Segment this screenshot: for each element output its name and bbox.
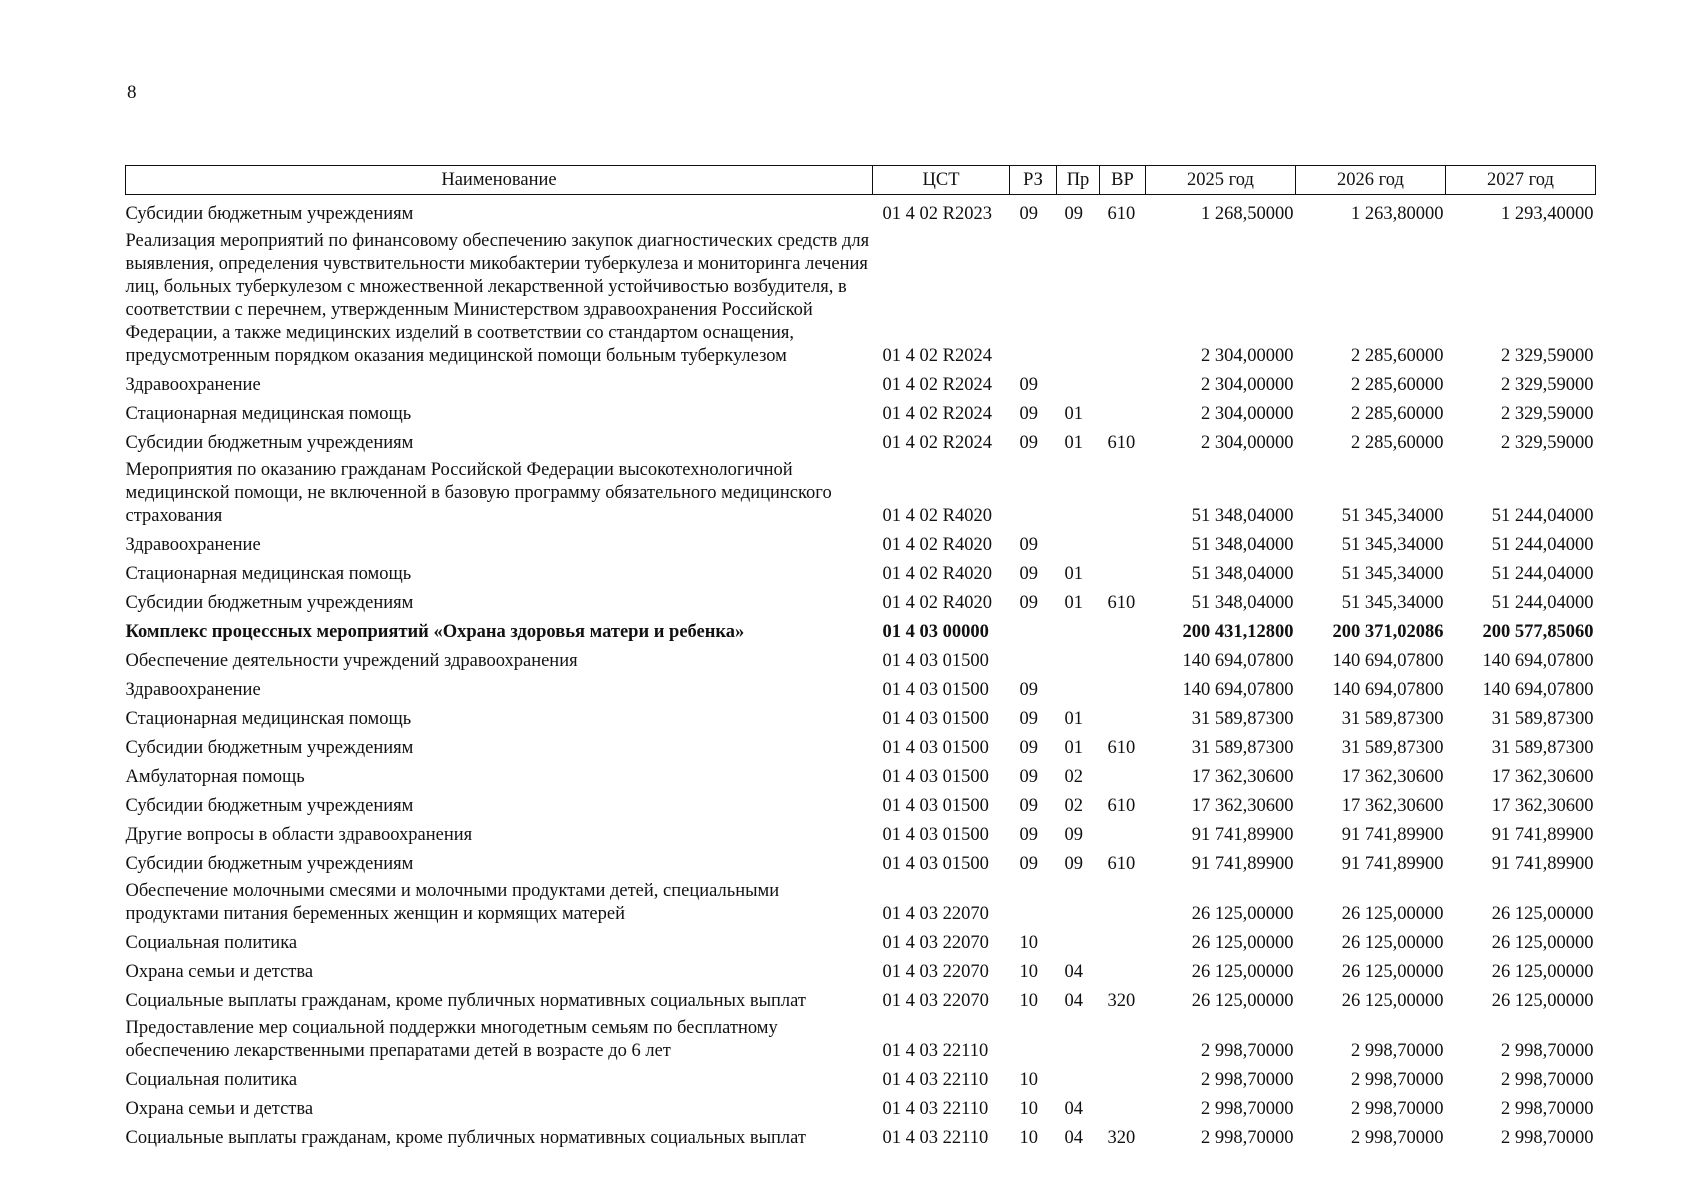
table-row [126, 646, 1596, 675]
cell-rz: 09 [1019, 404, 1038, 424]
cell-2027: 2 998,70000 [1501, 1070, 1594, 1090]
cell-2026: 91 741,89900 [1341, 825, 1444, 845]
cell-cst: 01 4 03 01500 [882, 796, 989, 816]
cell-vr [1100, 928, 1146, 957]
cell-cst: 01 4 03 22110 [882, 1070, 989, 1090]
cell-2026: 2 285,60000 [1351, 404, 1444, 424]
cell-rz: 10 [1019, 1099, 1038, 1119]
cell-2027: 17 362,30600 [1491, 796, 1594, 816]
cell-vr [1100, 559, 1146, 588]
cell-cst: 01 4 03 22070 [882, 991, 989, 1011]
cell-vr: 320 [1107, 1128, 1136, 1148]
cell-pr [1057, 646, 1100, 675]
cell-pr [1057, 1065, 1100, 1094]
table-row [126, 762, 1596, 791]
cell-cst: 01 4 02 R4020 [882, 506, 992, 526]
cell-cst: 01 4 02 R4020 [882, 593, 992, 613]
cell-2027: 2 329,59000 [1501, 404, 1594, 424]
cell-vr: 610 [1107, 854, 1136, 874]
cell-cst: 01 4 03 22110 [882, 1128, 989, 1148]
cell-2026: 26 125,00000 [1341, 933, 1444, 953]
cell-rz: 09 [1019, 433, 1038, 453]
cell-vr: 610 [1107, 796, 1136, 816]
cell-2027: 200 577,85060 [1482, 622, 1594, 642]
cell-pr: 09 [1064, 204, 1083, 224]
cell-2027: 140 694,07800 [1482, 651, 1594, 671]
table-row [126, 820, 1596, 849]
cell-2025: 140 694,07800 [1182, 651, 1294, 671]
cell-2027: 91 741,89900 [1491, 825, 1594, 845]
cell-2025: 26 125,00000 [1191, 991, 1294, 1011]
cell-pr [1057, 228, 1100, 370]
cell-2026: 2 998,70000 [1351, 1070, 1444, 1090]
cell-2026: 140 694,07800 [1332, 680, 1444, 700]
cell-vr [1100, 457, 1146, 530]
cell-name: Стационарная медицинская помощь [125, 709, 412, 729]
cell-rz: 09 [1019, 680, 1038, 700]
cell-rz: 10 [1019, 962, 1038, 982]
cell-rz: 09 [1019, 825, 1038, 845]
cell-pr: 04 [1064, 991, 1083, 1011]
cell-2025: 2 998,70000 [1201, 1128, 1294, 1148]
cell-pr [1057, 457, 1100, 530]
cell-pr [1057, 530, 1100, 559]
cell-2025: 31 589,87300 [1191, 738, 1294, 758]
cell-name: Субсидии бюджетным учреждениям [125, 593, 414, 613]
cell-cst: 01 4 03 22070 [882, 962, 989, 982]
cell-2027: 1 293,40000 [1501, 204, 1594, 224]
cell-rz: 10 [1019, 1070, 1038, 1090]
cell-2025: 31 589,87300 [1191, 709, 1294, 729]
cell-rz: 09 [1019, 709, 1038, 729]
cell-pr [1057, 370, 1100, 399]
header-row [126, 166, 1596, 195]
cell-rz: 10 [1019, 1128, 1038, 1148]
cell-vr [1100, 530, 1146, 559]
cell-2026: 2 998,70000 [1351, 1128, 1444, 1148]
cell-pr: 01 [1064, 404, 1083, 424]
cell-name: Здравоохранение [125, 680, 261, 700]
cell-2027: 26 125,00000 [1491, 962, 1594, 982]
cell-2027: 51 244,04000 [1491, 593, 1594, 613]
cell-rz: 09 [1019, 796, 1038, 816]
cell-2026: 26 125,00000 [1341, 904, 1444, 924]
cell-2025: 200 431,12800 [1182, 622, 1294, 642]
cell-name: Субсидии бюджетным учреждениям [125, 738, 414, 758]
cell-vr [1100, 370, 1146, 399]
cell-pr: 04 [1064, 962, 1083, 982]
table-row [126, 370, 1596, 399]
cell-2025: 2 998,70000 [1201, 1070, 1294, 1090]
cell-2025: 91 741,89900 [1191, 825, 1294, 845]
cell-name: Стационарная медицинская помощь [125, 404, 412, 424]
cell-pr: 02 [1064, 796, 1083, 816]
cell-name: Стационарная медицинская помощь [125, 564, 412, 584]
table-row [126, 849, 1596, 878]
cell-2025: 26 125,00000 [1191, 962, 1294, 982]
cell-pr [1057, 928, 1100, 957]
table-row [126, 675, 1596, 704]
header-cst: ЦСТ [873, 166, 1010, 195]
cell-pr [1057, 675, 1100, 704]
header-name: Наименование [126, 166, 873, 195]
cell-rz: 10 [1019, 991, 1038, 1011]
cell-cst: 01 4 02 R2024 [882, 375, 992, 395]
cell-2025: 17 362,30600 [1191, 767, 1294, 787]
cell-2027: 51 244,04000 [1491, 535, 1594, 555]
table-row [126, 733, 1596, 762]
budget-table [125, 165, 1596, 1152]
table-row [126, 195, 1596, 229]
header-2027: 2027 год [1446, 166, 1596, 195]
cell-2025: 2 304,00000 [1201, 346, 1294, 366]
cell-2025: 91 741,89900 [1191, 854, 1294, 874]
table-row [126, 791, 1596, 820]
cell-vr [1100, 1015, 1146, 1065]
cell-name: Социальные выплаты гражданам, кроме публичных нормативных социальных выплат [125, 991, 806, 1011]
cell-2026: 2 998,70000 [1351, 1041, 1444, 1061]
cell-2027: 26 125,00000 [1491, 904, 1594, 924]
cell-2027: 31 589,87300 [1491, 738, 1594, 758]
cell-2027: 2 998,70000 [1501, 1128, 1594, 1148]
cell-rz: 09 [1019, 738, 1038, 758]
cell-2025: 1 268,50000 [1201, 204, 1294, 224]
table-row [126, 1015, 1596, 1065]
cell-vr [1100, 1065, 1146, 1094]
cell-cst: 01 4 03 01500 [882, 825, 989, 845]
cell-vr [1100, 878, 1146, 928]
table-row [126, 986, 1596, 1015]
cell-2026: 17 362,30600 [1341, 767, 1444, 787]
cell-rz [1010, 457, 1057, 530]
cell-cst: 01 4 03 00000 [882, 622, 989, 642]
cell-name: Субсидии бюджетным учреждениям [125, 433, 414, 453]
cell-cst: 01 4 03 01500 [882, 854, 989, 874]
table-row [126, 1065, 1596, 1094]
cell-2026: 2 285,60000 [1351, 375, 1444, 395]
cell-2027: 26 125,00000 [1491, 991, 1594, 1011]
cell-pr: 04 [1064, 1099, 1083, 1119]
cell-2026: 2 285,60000 [1351, 433, 1444, 453]
table-row [126, 928, 1596, 957]
cell-pr: 04 [1064, 1128, 1083, 1148]
cell-rz: 09 [1019, 854, 1038, 874]
cell-name: Обеспечение молочными смесями и молочными продуктами детей, специальными продуктами питания беременных женщин и кормящих матерей [125, 881, 780, 924]
cell-rz: 09 [1019, 564, 1038, 584]
table-header [126, 166, 1596, 195]
cell-pr [1057, 617, 1100, 646]
cell-2025: 51 348,04000 [1191, 564, 1294, 584]
table-row [126, 457, 1596, 530]
cell-vr [1100, 820, 1146, 849]
cell-2026: 2 285,60000 [1351, 346, 1444, 366]
table-row [126, 228, 1596, 370]
cell-cst: 01 4 02 R2024 [882, 404, 992, 424]
cell-vr: 610 [1107, 738, 1136, 758]
cell-2026: 51 345,34000 [1341, 564, 1444, 584]
cell-vr [1100, 762, 1146, 791]
cell-name: Охрана семьи и детства [125, 1099, 314, 1119]
header-2026: 2026 год [1296, 166, 1446, 195]
cell-pr: 02 [1064, 767, 1083, 787]
cell-2026: 17 362,30600 [1341, 796, 1444, 816]
table-row [126, 957, 1596, 986]
cell-2026: 91 741,89900 [1341, 854, 1444, 874]
cell-cst: 01 4 02 R2024 [882, 346, 992, 366]
cell-2027: 2 998,70000 [1501, 1099, 1594, 1119]
cell-2026: 200 371,02086 [1332, 622, 1444, 642]
cell-cst: 01 4 03 22110 [882, 1099, 989, 1119]
cell-pr: 09 [1064, 854, 1083, 874]
cell-name: Социальные выплаты гражданам, кроме публичных нормативных социальных выплат [125, 1128, 806, 1148]
cell-2027: 26 125,00000 [1491, 933, 1594, 953]
cell-pr: 01 [1064, 709, 1083, 729]
table-row [126, 588, 1596, 617]
cell-2026: 1 263,80000 [1351, 204, 1444, 224]
cell-rz: 09 [1019, 204, 1038, 224]
cell-2027: 2 329,59000 [1501, 346, 1594, 366]
cell-vr [1100, 646, 1146, 675]
cell-pr: 09 [1064, 825, 1083, 845]
cell-rz: 09 [1019, 593, 1038, 613]
cell-rz [1010, 617, 1057, 646]
table-row [126, 428, 1596, 457]
cell-cst: 01 4 02 R2024 [882, 433, 992, 453]
cell-2025: 2 998,70000 [1201, 1041, 1294, 1061]
cell-name: Предоставление мер социальной поддержки многодетным семьям по бесплатному обеспечению лекарственными препаратами детей в возрасте до 6 лет [125, 1018, 778, 1061]
header-2025: 2025 год [1146, 166, 1296, 195]
table-row [126, 878, 1596, 928]
cell-2027: 2 329,59000 [1501, 433, 1594, 453]
cell-rz [1010, 1015, 1057, 1065]
cell-2027: 2 329,59000 [1501, 375, 1594, 395]
cell-rz: 09 [1019, 375, 1038, 395]
header-pr: Пр [1057, 166, 1100, 195]
cell-2026: 26 125,00000 [1341, 991, 1444, 1011]
cell-2025: 51 348,04000 [1191, 535, 1294, 555]
cell-cst: 01 4 02 R4020 [882, 535, 992, 555]
cell-2025: 2 998,70000 [1201, 1099, 1294, 1119]
cell-vr [1100, 617, 1146, 646]
cell-cst: 01 4 03 22110 [882, 1041, 989, 1061]
cell-2026: 51 345,34000 [1341, 593, 1444, 613]
cell-pr: 01 [1064, 564, 1083, 584]
table-row [126, 399, 1596, 428]
cell-vr [1100, 957, 1146, 986]
cell-rz [1010, 228, 1057, 370]
cell-rz: 10 [1019, 933, 1038, 953]
page-number: 8 [127, 82, 137, 103]
cell-name: Мероприятия по оказанию гражданам Российской Федерации высокотехнологичной медицинской помощи, не включенной в базовую программу обязательного медицинского страхования [125, 460, 832, 526]
cell-name: Социальная политика [125, 1070, 298, 1090]
cell-2025: 2 304,00000 [1201, 433, 1294, 453]
cell-name: Амбулаторная помощь [125, 767, 305, 787]
cell-vr [1100, 675, 1146, 704]
cell-name: Субсидии бюджетным учреждениям [125, 854, 414, 874]
cell-name: Реализация мероприятий по финансовому обеспечению закупок диагностических средств для выявления, определения чувствительности микобактерии туберкулеза и мониторинга лечения лиц, больных туберкулезом с множественной лекарственной устойчивостью возбудителя, в соответствии с перечнем, утвержденным Министерством здравоохранения Российской Федерации, а также медицинских изделий в соответствии со стандартом оснащения, предусмотренным порядком оказания медицинской помощи больным туберкулезом [125, 231, 870, 366]
cell-name: Субсидии бюджетным учреждениям [125, 796, 414, 816]
cell-2025: 2 304,00000 [1201, 375, 1294, 395]
cell-rz: 09 [1019, 767, 1038, 787]
cell-2026: 2 998,70000 [1351, 1099, 1444, 1119]
table-row [126, 559, 1596, 588]
header-vr: ВР [1100, 166, 1146, 195]
cell-2026: 31 589,87300 [1341, 738, 1444, 758]
cell-2025: 51 348,04000 [1191, 506, 1294, 526]
cell-2027: 91 741,89900 [1491, 854, 1594, 874]
cell-name: Обеспечение деятельности учреждений здравоохранения [125, 651, 578, 671]
cell-2026: 51 345,34000 [1341, 506, 1444, 526]
cell-2025: 51 348,04000 [1191, 593, 1294, 613]
cell-pr [1057, 1015, 1100, 1065]
cell-vr: 610 [1107, 433, 1136, 453]
cell-2026: 31 589,87300 [1341, 709, 1444, 729]
cell-name: Здравоохранение [125, 375, 261, 395]
cell-2025: 26 125,00000 [1191, 933, 1294, 953]
cell-name: Субсидии бюджетным учреждениям [125, 204, 414, 224]
table-row [126, 1123, 1596, 1152]
cell-cst: 01 4 03 22070 [882, 933, 989, 953]
table-row [126, 530, 1596, 559]
cell-2027: 2 998,70000 [1501, 1041, 1594, 1061]
cell-2026: 26 125,00000 [1341, 962, 1444, 982]
cell-2026: 140 694,07800 [1332, 651, 1444, 671]
cell-2027: 31 589,87300 [1491, 709, 1594, 729]
header-rz: РЗ [1010, 166, 1057, 195]
cell-rz [1010, 646, 1057, 675]
cell-vr: 610 [1107, 204, 1136, 224]
cell-name: Социальная политика [125, 933, 298, 953]
cell-2026: 51 345,34000 [1341, 535, 1444, 555]
cell-pr: 01 [1064, 593, 1083, 613]
cell-2027: 17 362,30600 [1491, 767, 1594, 787]
cell-cst: 01 4 03 01500 [882, 767, 989, 787]
cell-cst: 01 4 02 R4020 [882, 564, 992, 584]
cell-name: Комплекс процессных мероприятий «Охрана здоровья матери и ребенка» [125, 622, 745, 642]
cell-rz [1010, 878, 1057, 928]
table-row [126, 617, 1596, 646]
cell-vr: 320 [1107, 991, 1136, 1011]
cell-pr [1057, 878, 1100, 928]
cell-cst: 01 4 03 01500 [882, 709, 989, 729]
cell-vr [1100, 399, 1146, 428]
table-body [126, 195, 1596, 1153]
cell-2027: 51 244,04000 [1491, 506, 1594, 526]
cell-cst: 01 4 03 22070 [882, 904, 989, 924]
cell-name: Другие вопросы в области здравоохранения [125, 825, 473, 845]
cell-vr [1100, 1094, 1146, 1123]
cell-2025: 2 304,00000 [1201, 404, 1294, 424]
cell-2027: 51 244,04000 [1491, 564, 1594, 584]
cell-cst: 01 4 03 01500 [882, 651, 989, 671]
cell-name: Здравоохранение [125, 535, 261, 555]
cell-2027: 140 694,07800 [1482, 680, 1594, 700]
cell-cst: 01 4 03 01500 [882, 680, 989, 700]
cell-cst: 01 4 02 R2023 [882, 204, 992, 224]
table-row [126, 704, 1596, 733]
cell-vr: 610 [1107, 593, 1136, 613]
table-row [126, 1094, 1596, 1123]
cell-2025: 140 694,07800 [1182, 680, 1294, 700]
cell-vr [1100, 704, 1146, 733]
cell-cst: 01 4 03 01500 [882, 738, 989, 758]
cell-pr: 01 [1064, 738, 1083, 758]
cell-rz: 09 [1019, 535, 1038, 555]
cell-2025: 17 362,30600 [1191, 796, 1294, 816]
cell-name: Охрана семьи и детства [125, 962, 314, 982]
cell-vr [1100, 228, 1146, 370]
cell-2025: 26 125,00000 [1191, 904, 1294, 924]
cell-pr: 01 [1064, 433, 1083, 453]
